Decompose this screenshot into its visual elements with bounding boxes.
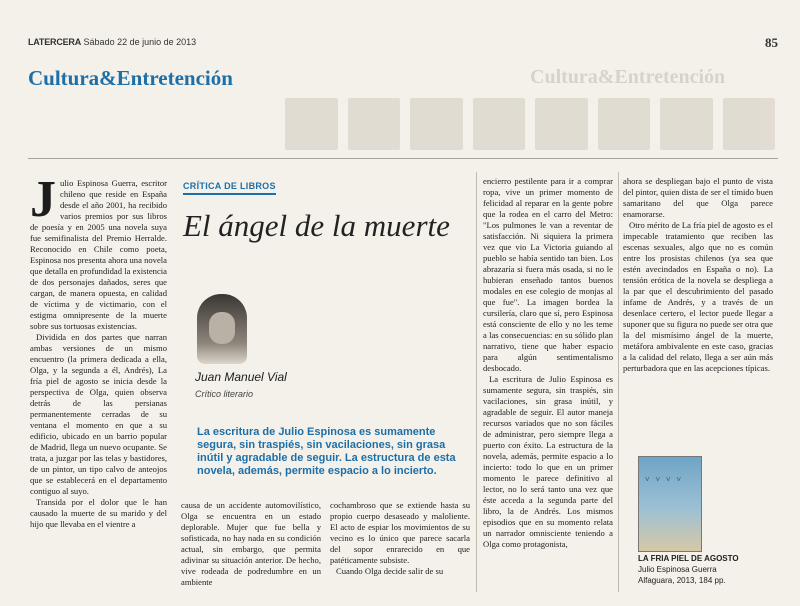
article-column-2 <box>181 500 321 588</box>
bleed-through-title: Cultura&Entretención <box>530 66 726 88</box>
page-number: 85 <box>765 35 778 50</box>
paragraph: causa de un accidente automovilístico, Olga se encuentra en un estado deplorable. Mujer que fue bella y sofisticada, no hay nada en su condición actual, sin embargo, que permita adivinar su situación anterior. De hecho, vive rodeada de podredumbre en un ambiente <box>181 500 321 587</box>
header-date: Sábado 22 de junio de 2013 <box>83 37 197 47</box>
book-cover-image <box>638 456 702 552</box>
review-feature-box <box>183 176 463 496</box>
article-column-1 <box>30 171 167 530</box>
section-divider <box>28 158 778 159</box>
column-divider <box>476 172 477 592</box>
pull-quote: La escritura de Julio Espinosa es sumamente segura, sin traspiés, sin vacilaciones, sin grasa inútil y agradable de seguir. La estructura de esta novela, además, permite espacio a lo incierto. <box>197 426 456 477</box>
bleed-through-images <box>285 98 775 150</box>
paragraph: encierro pestilente para ir a comprar ropa, vive un primer momento de felicidad al reparar en la gente pobre que la rodea en el carro del Metro: "Los pulmones le van a reventar de satisfacción. Ni siquiera la primera vez que vio La Victoria guiando al pueblo se había sentido tan bien. Los abrazaría si fuera más osada, si no le hubieran enseñado tantos buenos modales en ese colegio de monjas al que fue". La imagen bordea la cursilería, claro que sí, pero Espinosa está consciente de ello y no les teme a las consecuencias: en su sólido plan narrativo, tiene que haber espacio para algún sentimentalismo desbocado. <box>483 176 613 373</box>
author-portrait <box>197 294 247 364</box>
article-column-3 <box>330 500 470 577</box>
book-publisher: Alfaguara, 2013, 184 pp. <box>638 576 726 585</box>
paragraph: ulio Espinosa Guerra, escritor chileno que reside en España desde el año 2001, ha recibido varios premios por sus libros de poesía y en 2005 una novela suya fue semifinalista del Premio Herralde. Reconocido en Chile como poeta, Espinosa nos presenta ahora una novela que detalla en profundidad la existencia de dos personajes dañados, seres que cargan, de manera opuesta, en calidad de víctima y de victimario, con el estigma omnipresente de la muerte sobre sus tortuosas existencias. <box>30 178 167 331</box>
paragraph: Transida por el dolor que le han causado la muerte de su marido y del hijo que llevaba en el vientre a <box>30 497 167 529</box>
paragraph: La escritura de Julio Espinosa es sumamente segura, sin traspiés, sin vacilaciones, sin grasa inútil, y agradable de seguir. El autor maneja recursos variados que no son fáciles de administrar, pero siempre llega a puerto con éxito. La estructura de la novela, además, permite espacio a lo incierto: todo lo que en un primer momento le parece definitivo al lector, no lo será tanto una vez que éste acceda a la segunda parte del libro, la de Andrés. Los mismos episodios que en su momento relata un narrador omnisciente teniendo a Olga como protagonista, <box>483 374 613 549</box>
article-column-4 <box>483 176 613 550</box>
page-header <box>28 37 778 53</box>
book-title: LA FRIA PIEL DE AGOSTO <box>638 554 739 563</box>
byline-author: Juan Manuel Vial <box>195 370 287 384</box>
newspaper-brand: LATERCERA <box>28 37 82 47</box>
section-title: Cultura&Entretención <box>28 66 233 90</box>
paragraph: cochambroso que se extiende hasta su propio cuerpo desaseado y maloliente. El acto de espiar los movimientos de su vecino es lo único que parece sacarla del sopor enrarecido en que patéticamente subsiste. <box>330 500 470 565</box>
article-column-5 <box>623 176 773 374</box>
book-author: Julio Espinosa Guerra <box>638 565 717 574</box>
kicker-label: CRÍTICA DE LIBROS <box>183 181 276 195</box>
paragraph: Cuando Olga decide salir de su <box>336 566 444 576</box>
byline-role: Crítico literario <box>195 389 254 399</box>
book-info <box>638 553 778 586</box>
bird-icon: ˅ ˅ ˅ ˅ <box>645 475 684 484</box>
paragraph: Dividida en dos partes que narran ambas versiones de un mismo encuentro (la primera dedicada a ella, Olga, y la segunda a él, Andrés), La fría piel de agosto se inicia desde la perspectiva de Olga, quien observa detrás de las persianas permanentemente cerradas de su ventana el momento en que a su edificio, ubicado en un barrio popular de Madrid, llega un nuevo ocupante. Se trata, a juzgar por las telas y bastidores, de un pintor, un tipo calvo de anteojos que se establecerá en el departamento contiguo al suyo. <box>30 332 167 496</box>
drop-cap: J <box>30 171 56 228</box>
column-divider <box>618 172 619 592</box>
headline: El ángel de la muerte <box>183 208 450 243</box>
paragraph: Otro mérito de La fría piel de agosto es el impecable tratamiento que reciben las escenas sexuales, algo que no es común entre los prosistas chilenos (ya sea que estén avecindados en España o no). La tensión erótica de la novela se despliega a la par que el descubrimiento del pasado infame de Andrés, y a través de un desenlace certero, el lector puede llegar a suponer que su figura no puede ser otra que la del mismísimo ángel de la muerte, metáfora ambivalente en este caso, gracias a la calidad del relato, llega a ser aún más perturbadora que en las acepciones típicas. <box>623 220 773 373</box>
paragraph: ahora se despliegan bajo el punto de vista del pintor, quien dista de ser el tímido buen samaritano del que Olga parece enamorarse. <box>623 176 773 219</box>
